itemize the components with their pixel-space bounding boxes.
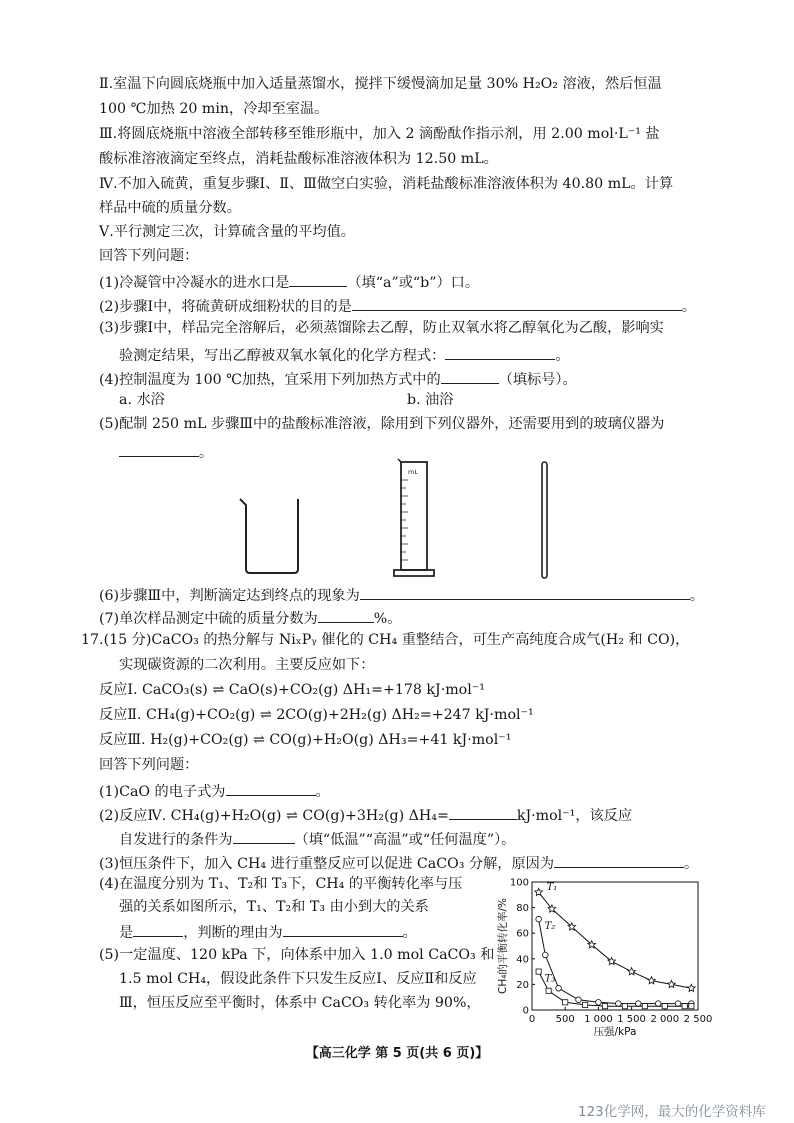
step-3-line-2: 酸标准溶液滴定至终点，消耗盐酸标准溶液体积为 12.50 mL。 bbox=[99, 151, 498, 167]
q16-3-text: 验测定结果，写出乙醇被双氧水氧化的化学方程式： bbox=[119, 348, 446, 364]
series-point-t2 bbox=[542, 952, 548, 958]
series-label-1: T₁ bbox=[546, 882, 558, 894]
series-point-t3 bbox=[682, 1004, 687, 1009]
series-point-t3 bbox=[642, 1004, 647, 1009]
q17-3-blank[interactable] bbox=[554, 851, 684, 868]
q16-7-blank[interactable] bbox=[318, 606, 374, 623]
series-point-t2 bbox=[616, 1001, 622, 1007]
q17-4-line-2: 强的关系如图所示，T₁、T₂和 T₃ 由小到大的关系 bbox=[119, 899, 429, 915]
answer-intro-17: 回答下列问题： bbox=[99, 757, 199, 773]
series-point-t3 bbox=[546, 988, 551, 993]
x-tick-label: 500 bbox=[555, 1014, 575, 1025]
q16-2-end: 。 bbox=[681, 299, 696, 315]
q16-4-option-b: b. 油浴 bbox=[407, 392, 454, 408]
q17-4-blank-2[interactable] bbox=[283, 920, 403, 937]
q17-2-text: (2)反应Ⅳ. CH₄(g)+H₂O(g) ⇌ CO(g)+3H₂(g) ΔH₄= bbox=[99, 808, 449, 824]
step-4-line-1: Ⅳ.不加入硫黄，重复步骤Ⅰ、Ⅱ、Ⅲ做空白实验，消耗盐酸标准溶液体积为 40.80 mL。计算 bbox=[99, 176, 674, 192]
series-point-t1 bbox=[668, 980, 676, 987]
q17-intro-line-1: 17.(15 分)CaCO₃ 的热分解与 NiₓPᵧ 催化的 CH₄ 重整结合，可生产高纯度合成气(H₂ 和 CO)， bbox=[81, 632, 690, 648]
q16-6-blank[interactable] bbox=[360, 583, 690, 600]
q17-4-line-1: (4)在温度分别为 T₁、T₂和 T₃下，CH₄ 的平衡转化率与压 bbox=[99, 876, 463, 892]
y-tick-label: 0 bbox=[522, 1005, 529, 1017]
page-footer: 【高三化学 第 5 页(共 6 页)】 bbox=[305, 1046, 489, 1061]
q17-1 bbox=[99, 779, 330, 802]
y-tick-label: 40 bbox=[516, 954, 529, 966]
series-line-1 bbox=[539, 892, 692, 988]
y-tick-label: 80 bbox=[516, 903, 529, 915]
x-tick-label: 2 000 bbox=[650, 1014, 680, 1025]
answer-intro-16: 回答下列问题： bbox=[99, 248, 199, 264]
reaction-2: 反应Ⅱ. CH₄(g)+CO₂(g) ⇌ 2CO(g)+2H₂(g) ΔH₂=+247 kJ·mol⁻¹ bbox=[99, 707, 534, 723]
x-tick-label: 2 500 bbox=[683, 1014, 713, 1025]
q17-3-end: 。 bbox=[684, 856, 699, 872]
q16-1 bbox=[99, 270, 479, 293]
q16-6-text: (6)步骤Ⅲ中，判断滴定达到终点的现象为 bbox=[99, 588, 360, 604]
q17-5-line-2: 1.5 mol CH₄，假设此条件下只发生反应Ⅰ、反应Ⅱ和反应 bbox=[119, 971, 477, 987]
q17-intro-line-2: 实现碳资源的二次利用。主要反应如下： bbox=[119, 657, 375, 673]
q16-2-blank[interactable] bbox=[352, 294, 682, 311]
q16-6 bbox=[99, 583, 704, 606]
reaction-1: 反应Ⅰ. CaCO₃(s) ⇌ CaO(s)+CO₂(g) ΔH₁=+178 kJ·mol⁻¹ bbox=[99, 682, 485, 698]
q17-1-text: (1)CaO 的电子式为 bbox=[99, 784, 226, 800]
x-tick-label: 1 000 bbox=[584, 1014, 613, 1025]
q16-2 bbox=[99, 294, 696, 317]
q17-1-end: 。 bbox=[315, 784, 330, 800]
series-point-t2 bbox=[576, 997, 582, 1003]
q17-2-line-2-text: 自发进行的条件为 bbox=[119, 832, 233, 848]
q16-3-blank[interactable] bbox=[445, 343, 555, 360]
q17-4-end: 。 bbox=[402, 925, 417, 941]
series-point-t1 bbox=[688, 984, 696, 991]
step-2-line-1: Ⅱ.室温下向圆底烧瓶中加入适量蒸馏水，搅拌下缓慢滴加足量 30% H₂O₂ 溶液，然后恒温 bbox=[99, 76, 662, 92]
q17-2-blank-1[interactable] bbox=[449, 803, 517, 820]
series-point-t1 bbox=[628, 968, 636, 975]
q16-4 bbox=[99, 367, 577, 390]
y-axis-title: CH₄的平衡转化率/% bbox=[497, 898, 509, 994]
x-axis-title: 压强/kPa bbox=[593, 1026, 637, 1038]
series-point-t3 bbox=[563, 1000, 568, 1005]
series-point-t3 bbox=[622, 1004, 627, 1009]
q17-1-blank[interactable] bbox=[226, 779, 316, 796]
step-4-line-2: 样品中硫的质量分数。 bbox=[99, 200, 241, 216]
series-point-t2 bbox=[675, 1001, 681, 1007]
series-point-t2 bbox=[596, 1000, 602, 1006]
q17-2-tail: kJ·mol⁻¹，该反应 bbox=[516, 808, 633, 824]
series-point-t2 bbox=[655, 1001, 661, 1007]
q17-5-line-3: Ⅲ，恒压反应至平衡时，体系中 CaCO₃ 转化率为 90%， bbox=[119, 995, 481, 1011]
q16-3-line-2 bbox=[119, 343, 570, 366]
q17-2-blank-2[interactable] bbox=[233, 827, 295, 844]
q17-5-line-1: (5)一定温度、120 kPa 下，向体系中加入 1.0 mol CaCO₃ 和 bbox=[99, 947, 495, 963]
series-point-t1 bbox=[608, 957, 616, 964]
beaker-icon bbox=[236, 495, 308, 577]
series-label-3: T₃ bbox=[544, 973, 556, 985]
series-point-t3 bbox=[662, 1004, 667, 1009]
series-point-t3 bbox=[583, 1002, 588, 1007]
y-tick-label: 100 bbox=[509, 877, 529, 889]
q17-4-line-3-text: 是 bbox=[119, 925, 134, 941]
q16-3-end: 。 bbox=[555, 348, 570, 364]
q16-1-blank[interactable] bbox=[289, 270, 347, 287]
y-tick-label: 20 bbox=[516, 979, 529, 991]
series-point-t3 bbox=[689, 1004, 694, 1009]
q16-1-text: (1)冷凝管中冷凝水的进水口是 bbox=[99, 275, 290, 291]
reaction-3: 反应Ⅲ. H₂(g)+CO₂(g) ⇌ CO(g)+H₂O(g) ΔH₃=+41 kJ·mol⁻¹ bbox=[99, 732, 512, 748]
q16-7-text: (7)单次样品测定中硫的质量分数为 bbox=[99, 611, 318, 627]
glass-rod-icon bbox=[538, 460, 552, 582]
step-2-line-2: 100 ℃加热 20 min，冷却至室温。 bbox=[99, 101, 329, 117]
conversion-chart bbox=[496, 870, 714, 1038]
q17-4-blank-1[interactable] bbox=[133, 920, 183, 937]
series-point-t2 bbox=[556, 985, 562, 991]
y-tick-label: 60 bbox=[516, 928, 529, 940]
q17-4-line-3-mid: ，判断的理由为 bbox=[183, 925, 283, 941]
q16-7 bbox=[99, 606, 401, 629]
q16-5-line-1: (5)配制 250 mL 步骤Ⅲ中的盐酸标准溶液，除用到下列仪器外，还需要用到的玻璃仪器为 bbox=[99, 416, 665, 432]
q16-4-text: (4)控制温度为 100 ℃加热，宜采用下列加热方式中的 bbox=[99, 372, 441, 388]
q16-4-blank[interactable] bbox=[441, 367, 499, 384]
x-tick-label: 1 500 bbox=[617, 1014, 646, 1025]
step-5-line-1: Ⅴ.平行测定三次，计算硫含量的平均值。 bbox=[99, 224, 355, 240]
q17-2-line-2 bbox=[119, 827, 515, 850]
q16-5-end: 。 bbox=[199, 445, 214, 461]
q17-3-text: (3)恒压条件下，加入 CH₄ 进行重整反应可以促进 CaCO₃ 分解，原因为 bbox=[99, 856, 555, 872]
series-line-2 bbox=[539, 919, 692, 1004]
series-point-t3 bbox=[536, 969, 541, 974]
watermark: 123化学网，最大的化学资料库 bbox=[578, 1104, 766, 1120]
series-point-t3 bbox=[602, 1004, 607, 1009]
x-tick-label: 0 bbox=[528, 1014, 536, 1025]
series-point-t2 bbox=[536, 916, 542, 922]
q16-5-line-2 bbox=[119, 440, 213, 463]
q16-6-end: 。 bbox=[689, 588, 704, 604]
q16-4-option-a: a. 水浴 bbox=[119, 392, 165, 408]
q17-2-line-1 bbox=[99, 803, 632, 826]
q17-4-line-3 bbox=[119, 920, 417, 943]
series-label-2: T₂ bbox=[544, 921, 556, 933]
series-point-t1 bbox=[535, 888, 543, 895]
q16-7-tail: %。 bbox=[373, 611, 402, 627]
graduated-cylinder-icon bbox=[392, 458, 440, 580]
series-point-t1 bbox=[648, 977, 656, 984]
q16-2-text: (2)步骤Ⅰ中，将硫黄研成细粉状的目的是 bbox=[99, 299, 352, 315]
q16-4-tail: （填标号）。 bbox=[498, 372, 577, 388]
q16-5-blank[interactable] bbox=[119, 440, 199, 457]
q16-1-tail: （填“a”或“b”）口。 bbox=[347, 275, 480, 291]
series-point-t2 bbox=[635, 1001, 641, 1007]
q16-3-line-1: (3)步骤Ⅰ中，样品完全溶解后，必须蒸馏除去乙醇，防止双氧水将乙醇氧化为乙酸，影响实 bbox=[99, 320, 664, 336]
step-3-line-1: Ⅲ.将圆底烧瓶中溶液全部转移至锥形瓶中，加入 2 滴酚酞作指示剂，用 2.00 mol·L⁻¹ 盐 bbox=[99, 126, 660, 142]
q17-2-line-2-tail: （填“低温”“高温”或“任何温度”）。 bbox=[294, 832, 516, 848]
cylinder-unit-label: mL bbox=[408, 468, 418, 476]
